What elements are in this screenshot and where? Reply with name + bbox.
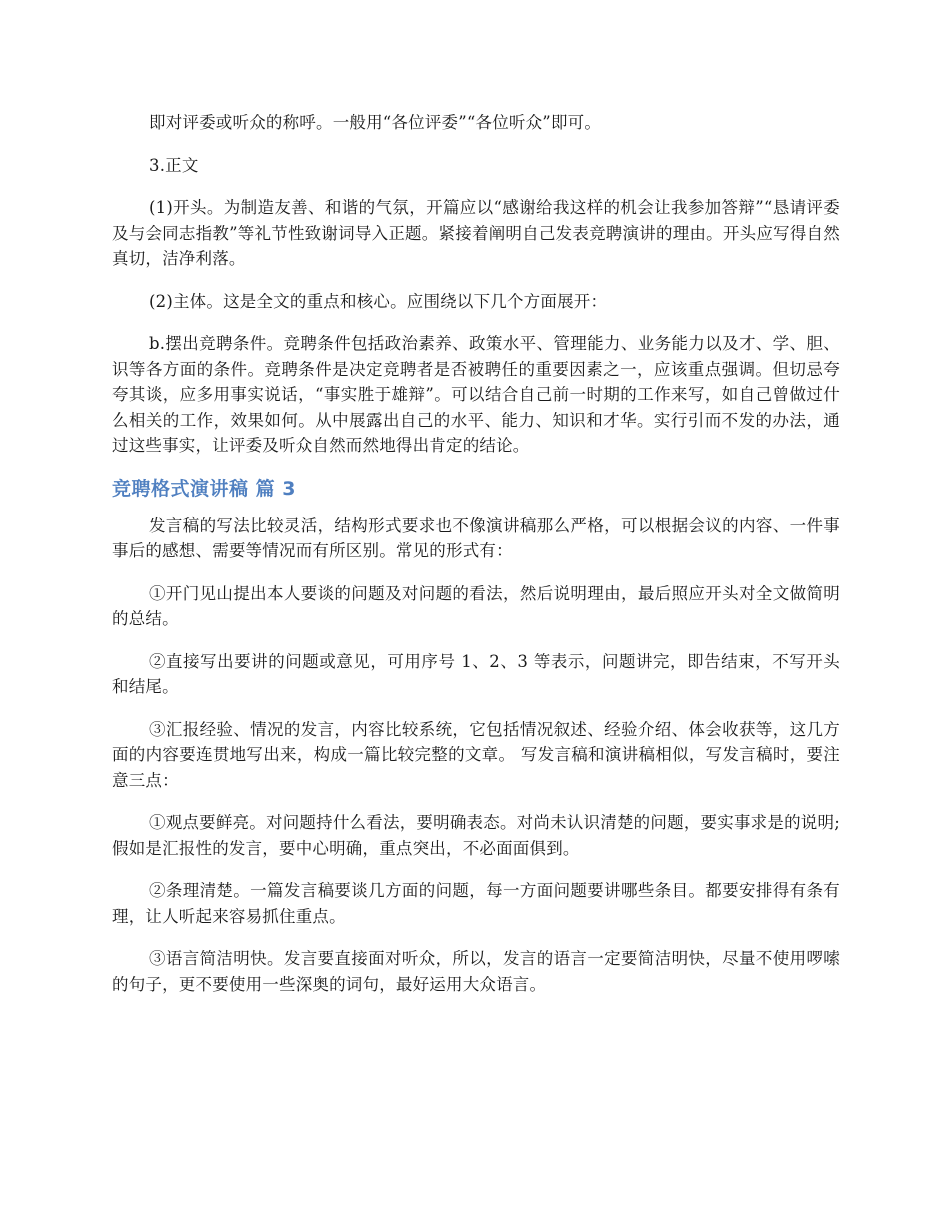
- document-page: [112, 110, 840, 1014]
- paragraph-point-1: ①观点要鲜亮。对问题持什么看法，要明确表态。对尚未认识清楚的问题，要实事求是的说明;假如是汇报性的发言，要中心明确，重点突出，不必面面俱到。: [112, 813, 840, 858]
- paragraph-main-body: (2)主体。这是全文的重点和核心。应围绕以下几个方面展开：: [149, 291, 608, 311]
- paragraph-form-2: ②直接写出要讲的问题或意见，可用序号 1、2、3 等表示，问题讲完，即告结束，不写开头和结尾。: [112, 651, 840, 696]
- paragraph-section-body-title: 3.正文: [149, 155, 199, 175]
- paragraph-form-3: ③汇报经验、情况的发言，内容比较系统，它包括情况叙述、经验介绍、体会收获等，这几方面的内容要连贯地写出来，构成一篇比较完整的文章。 写发言稿和演讲稿相似，写发言稿时，要注意三点：: [112, 719, 840, 790]
- paragraph-salutation-note: 即对评委或听众的称呼。一般用“各位评委”“各位听众”即可。: [149, 113, 602, 132]
- section-heading: 竞聘格式演讲稿 篇 3: [112, 477, 296, 500]
- paragraph-form-1: ①开门见山提出本人要谈的问题及对问题的看法，然后说明理由，最后照应开头对全文做简明的总结。: [112, 583, 840, 628]
- paragraph-point-3: ③语言简洁明快。发言要直接面对听众，所以，发言的语言一定要简洁明快，尽量不使用啰嗦的句子，更不要使用一些深奥的词句，最好运用大众语言。: [112, 949, 840, 994]
- paragraph-opening: (1)开头。为制造友善、和谐的气氛，开篇应以“感谢给我这样的机会让我参加答辩”“恳请评委及与会同志指教”等礼节性致谢词导入正题。紧接着阐明自己发表竞聘演讲的理由。开头应写得自然真切，洁净利落。: [112, 198, 840, 268]
- paragraph-intro: 发言稿的写法比较灵活，结构形式要求也不像演讲稿那么严格，可以根据会议的内容、一件事事后的感想、需要等情况而有所区别。常见的形式有：: [112, 515, 840, 560]
- paragraph-conditions: b.摆出竞聘条件。竞聘条件包括政治素养、政策水平、管理能力、业务能力以及才、学、胆、识等各方面的条件。竞聘条件是决定竞聘者是否被聘任的重要因素之一，应该重点强调。但切忌夸夸其谈，应多用事实说话，“事实胜于雄辩”。可以结合自己前一时期的工作来写，如自己曾做过什么相关的工作，效果如何。从中展露出自己的水平、能力、知识和才华。实行引而不发的办法，通过这些事实，让评委及听众自然而然地得出肯定的结论。: [112, 334, 840, 455]
- paragraph-point-2: ②条理清楚。一篇发言稿要谈几方面的问题，每一方面问题要讲哪些条目。都要安排得有条有理，让人听起来容易抓住重点。: [112, 881, 840, 926]
